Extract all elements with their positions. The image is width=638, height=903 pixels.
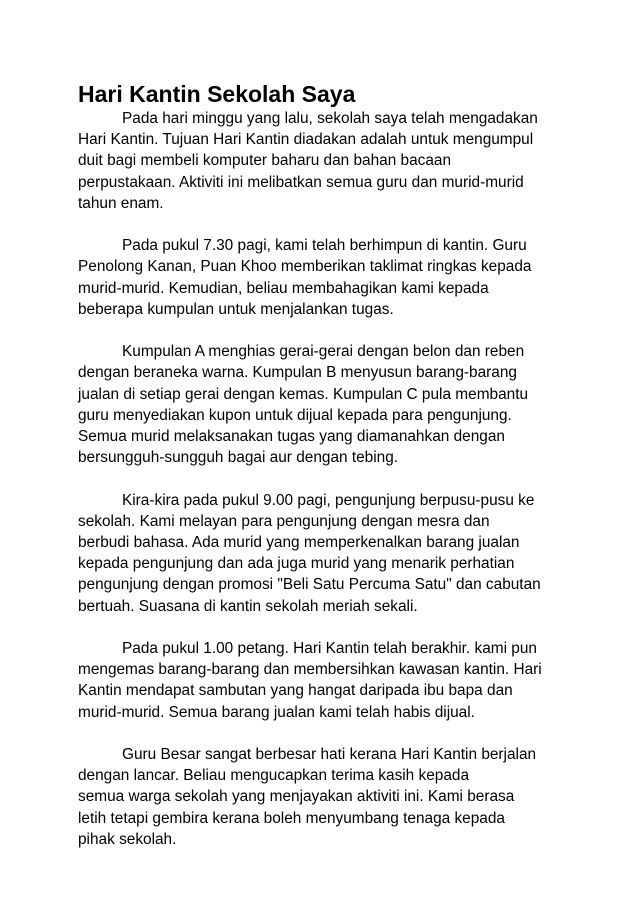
paragraph-line: letih tetapi gembira kerana boleh menyumbang tenaga kepada <box>78 809 505 827</box>
paragraph-line: beberapa kumpulan untuk menjalankan tugas. <box>78 300 394 318</box>
paragraph-line: perpustakaan. Aktiviti ini melibatkan semua guru dan murid-murid <box>78 173 524 191</box>
document-title: Hari Kantin Sekolah Saya <box>78 81 356 107</box>
paragraph-line: Pada hari minggu yang lalu, sekolah saya telah mengadakan <box>122 110 538 127</box>
paragraph-line: Hari Kantin. Tujuan Hari Kantin diadakan adalah untuk mengumpul <box>78 131 534 149</box>
paragraph-line: sekolah. Kami melayan para pengunjung dengan mesra dan <box>78 512 490 530</box>
paragraph-line: Pada pukul 1.00 petang. Hari Kantin telah berakhir. kami pun <box>122 640 537 658</box>
paragraph-line: pihak sekolah. <box>78 830 177 848</box>
paragraph-3 <box>78 341 578 468</box>
paragraph-line: guru menyediakan kupon untuk dijual kepada para pengunjung. <box>78 406 512 424</box>
paragraph-line: jualan di setiap gerai dengan kemas. Kumpulan C pula membantu <box>78 385 529 403</box>
paragraph-2 <box>78 235 578 320</box>
paragraph-line: bertuah. Suasana di kantin sekolah meriah sekali. <box>78 597 418 615</box>
paragraph-line: Pada pukul 7.30 pagi, kami telah berhimpun di kantin. Guru <box>122 237 527 255</box>
paragraph-line: berbudi bahasa. Ada murid yang memperkenalkan barang jualan <box>78 534 520 552</box>
paragraph-line: Penolong Kanan, Puan Khoo memberikan taklimat ringkas kepada <box>78 258 532 276</box>
paragraph-line: Guru Besar sangat berbesar hati kerana Hari Kantin berjalan <box>122 746 537 764</box>
paragraph-line: Semua murid melaksanakan tugas yang diamanahkan dengan <box>78 428 505 446</box>
paragraph-1 <box>78 108 578 214</box>
paragraph-line: mengemas barang-barang dan membersihkan kawasan kantin. Hari <box>78 661 542 679</box>
paragraph-line: Kumpulan A menghias gerai-gerai dengan belon dan reben <box>122 343 525 361</box>
paragraph-line: tahun enam. <box>78 194 164 212</box>
paragraph-line: Kantin mendapat sambutan yang hangat daripada ibu bapa dan <box>78 682 513 700</box>
paragraph-line: duit bagi membeli komputer baharu dan bahan bacaan <box>78 152 452 170</box>
document-page <box>78 80 578 871</box>
paragraph-line: dengan lancar. Beliau mengucapkan terima kasih kepada <box>78 767 470 785</box>
paragraph-line: bersungguh-sungguh bagai aur dengan tebing. <box>78 449 399 467</box>
paragraph-line: murid-murid. Semua barang jualan kami telah habis dijual. <box>78 703 475 721</box>
paragraph-5 <box>78 638 578 723</box>
paragraph-6 <box>78 744 578 850</box>
paragraph-line: kepada pengunjung dan ada juga murid yang menarik perhatian <box>78 555 515 573</box>
paragraph-4 <box>78 490 578 617</box>
paragraph-line: pengunjung dengan promosi "Beli Satu Percuma Satu" dan cabutan <box>78 576 541 594</box>
paragraph-line: semua warga sekolah yang menjayakan aktiviti ini. Kami berasa <box>78 788 515 806</box>
paragraph-line: Kira-kira pada pukul 9.00 pagi, pengunjung berpusu-pusu ke <box>122 491 535 509</box>
paragraph-line: murid-murid. Kemudian, beliau membahagikan kami kepada <box>78 279 489 297</box>
paragraph-line: dengan beraneka warna. Kumpulan B menyusun barang-barang <box>78 364 517 382</box>
